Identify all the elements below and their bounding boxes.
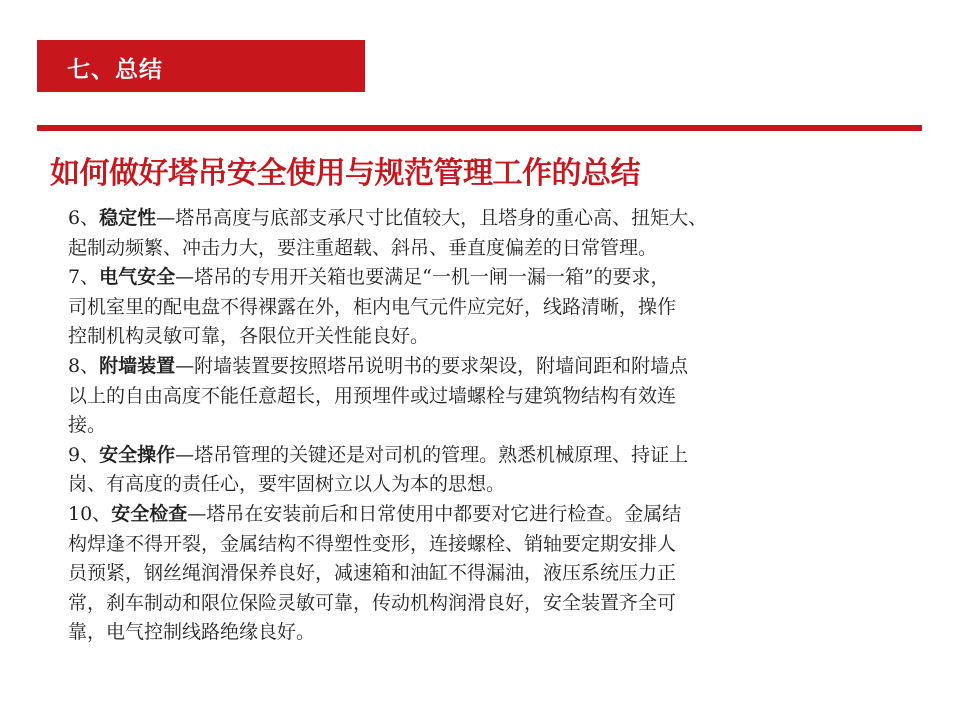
summary-item-6 — [68, 204, 888, 234]
summary-item-10 — [68, 500, 888, 530]
item-text-line: —附墙装置要按照塔吊说明书的要求架设，附墙间距和附墙点 — [175, 354, 689, 377]
item-text-line: 以上的自由高度不能任意超长，用预埋件或过墙螺栓与建筑物结构有效连 — [68, 384, 677, 407]
summary-item-9 — [68, 441, 888, 471]
item-text-line: —塔吊管理的关键还是对司机的管理。熟悉机械原理、持证上 — [175, 443, 689, 466]
item-text-line: 员预紧，钢丝绳润滑保养良好，减速箱和油缸不得漏油，液压系统压力正 — [68, 562, 677, 585]
header-divider — [37, 125, 922, 131]
item-text-line: 常，刹车制动和限位保险灵敏可靠，传动机构润滑良好，安全装置齐全可 — [68, 591, 677, 614]
item-text-line: 构焊逢不得开裂，金属结构不得塑性变形，连接螺栓、销轴要定期安排人 — [68, 532, 677, 555]
section-label: 七、总结 — [67, 57, 163, 83]
section-tab — [37, 40, 365, 92]
summary-item-8 — [68, 352, 888, 382]
item-text-line: 岗、有高度的责任心，要牢固树立以人为本的思想。 — [68, 473, 506, 496]
item-keyword: 附墙装置 — [99, 354, 176, 377]
summary-item-7 — [68, 263, 888, 293]
item-number: 10、 — [68, 502, 112, 525]
item-number: 6、 — [68, 207, 100, 229]
item-keyword: 稳定性 — [99, 207, 157, 229]
item-number: 7、 — [68, 266, 100, 289]
item-text-line: 接。 — [68, 414, 107, 437]
item-text-line: —塔吊的专用开关箱也要满足“一机一闸一漏一箱”的要求， — [175, 266, 670, 289]
item-number: 8、 — [68, 354, 100, 377]
item-text-line: 起制动频繁、冲击力大，要注重超载、斜吊、垂直度偏差的日常管理。 — [68, 236, 658, 259]
summary-body — [68, 204, 888, 648]
item-text-line: 靠，电气控制线路绝缘良好。 — [68, 621, 316, 644]
item-text-line: 控制机构灵敏可靠，各限位开关性能良好。 — [68, 325, 430, 348]
item-number: 9、 — [68, 443, 100, 466]
item-text-line: 司机室里的配电盘不得裸露在外，柜内电气元件应完好，线路清晰，操作 — [68, 295, 677, 318]
item-text-line: —塔吊在安装前后和日常使用中都要对它进行检查。金属结 — [187, 502, 682, 525]
item-keyword: 电气安全 — [99, 266, 176, 289]
item-text-line: —塔吊高度与底部支承尺寸比值较大，且塔身的重心高、扭矩大、 — [156, 207, 708, 229]
slide-title: 如何做好塔吊安全使用与规范管理工作的总结 — [50, 156, 640, 191]
item-keyword: 安全操作 — [99, 443, 176, 466]
item-keyword: 安全检查 — [111, 502, 188, 525]
